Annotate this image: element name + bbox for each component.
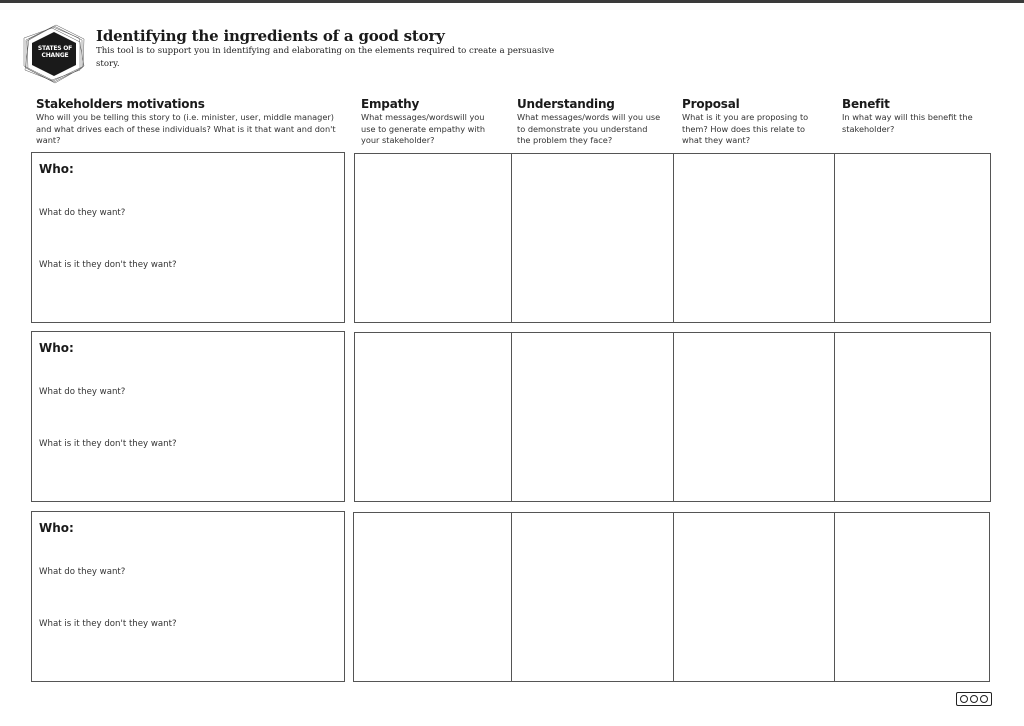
empathy-cell-1[interactable] xyxy=(354,153,512,323)
benefit-cell-2[interactable] xyxy=(834,332,991,502)
by-icon xyxy=(970,695,978,703)
column-heading: Stakeholders motivations xyxy=(36,97,205,111)
proposal-cell-2[interactable] xyxy=(673,332,835,502)
column-heading: Proposal xyxy=(682,97,740,111)
want-prompt: What do they want? xyxy=(39,387,126,397)
column-understanding xyxy=(517,97,662,147)
page-subtitle: This tool is to support you in identifying and elaborating on the elements required to create a persuasive story. xyxy=(96,46,555,69)
empathy-cell-3[interactable] xyxy=(353,512,512,682)
top-border xyxy=(0,0,1024,3)
creative-commons-badge xyxy=(956,692,992,706)
understanding-cell-3[interactable] xyxy=(511,512,674,682)
dont-want-prompt: What is it they don't they want? xyxy=(39,439,177,449)
column-description: Who will you be telling this story to (i.e. minister, user, middle manager) and what drives each of these individuals? What is it that want and don't want? xyxy=(36,112,336,145)
who-label: Who: xyxy=(39,162,74,176)
sa-icon xyxy=(980,695,988,703)
cc-icon xyxy=(960,695,968,703)
understanding-cell-2[interactable] xyxy=(511,332,674,502)
want-prompt: What do they want? xyxy=(39,567,126,577)
proposal-cell-1[interactable] xyxy=(673,153,835,323)
column-description: What messages/wordswill you use to generate empathy with your stakeholder? xyxy=(361,112,486,145)
want-prompt: What do they want? xyxy=(39,208,126,218)
who-label: Who: xyxy=(39,341,74,355)
column-heading: Benefit xyxy=(842,97,890,111)
benefit-cell-1[interactable] xyxy=(834,153,991,323)
who-label: Who: xyxy=(39,521,74,535)
column-description: What messages/words will you use to demonstrate you understand the problem they face? xyxy=(517,112,661,145)
dont-want-prompt: What is it they don't they want? xyxy=(39,260,177,270)
column-heading: Understanding xyxy=(517,97,615,111)
column-heading: Empathy xyxy=(361,97,420,111)
stakeholder-box-2[interactable] xyxy=(31,331,345,502)
page-title: Identifying the ingredients of a good story xyxy=(96,27,445,45)
column-description: In what way will this benefit the stakeholder? xyxy=(842,112,973,134)
column-proposal xyxy=(682,97,827,147)
logo-text: STATES OF CHANGE xyxy=(37,45,73,59)
column-empathy xyxy=(361,97,501,147)
column-description: What is it you are proposing to them? How does this relate to what they want? xyxy=(682,112,809,145)
dont-want-prompt: What is it they don't they want? xyxy=(39,619,177,629)
understanding-cell-1[interactable] xyxy=(511,153,674,323)
benefit-cell-3[interactable] xyxy=(834,512,990,682)
column-benefit xyxy=(842,97,982,135)
empathy-cell-2[interactable] xyxy=(354,332,512,502)
stakeholder-box-1[interactable] xyxy=(31,152,345,323)
proposal-cell-3[interactable] xyxy=(673,512,835,682)
stakeholder-box-3[interactable] xyxy=(31,511,345,682)
column-stakeholders xyxy=(36,97,336,147)
